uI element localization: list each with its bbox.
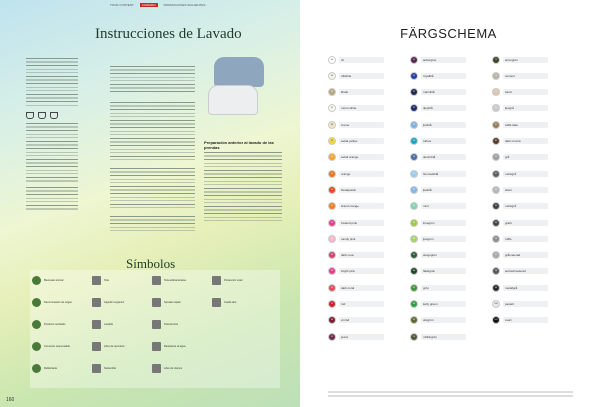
- white-sweater: [208, 85, 258, 115]
- color-dot: 19: [328, 170, 336, 178]
- symbol-label: Bienestar animal: [44, 279, 64, 282]
- color-dot: 97: [492, 251, 500, 259]
- color-name: caffè latte: [503, 122, 548, 128]
- color-name: blodapelsin: [339, 187, 384, 193]
- color-swatch: [492, 267, 548, 276]
- color-swatch: [410, 202, 466, 211]
- color-dot: 92: [492, 186, 500, 194]
- color-dot: 59: [410, 186, 418, 194]
- color-name: dark mocca: [503, 138, 548, 144]
- color-swatch: [492, 55, 548, 64]
- right-page: [300, 0, 597, 407]
- symbol-label: Protección solar: [224, 279, 243, 282]
- color-dot: 80: [492, 104, 500, 112]
- color-dot: 11: [328, 137, 336, 145]
- color-dot: 90: [492, 153, 500, 161]
- symbol-label: Denominación de origen: [44, 301, 73, 304]
- prep-text: [204, 152, 282, 222]
- color-swatch: [410, 120, 466, 129]
- text-column-1: [26, 58, 78, 238]
- color-swatch: [328, 202, 384, 211]
- symbol-label: Secado rápido: [164, 301, 181, 304]
- color-dot: 82: [492, 137, 500, 145]
- color-name: röd: [339, 301, 384, 307]
- color-name: flaskgrön: [421, 268, 466, 274]
- wash-icon: [50, 112, 58, 119]
- symbol-icon: [92, 298, 101, 307]
- color-name: djupblå: [421, 105, 466, 111]
- color-swatch: [410, 218, 466, 227]
- color-name: mörkgrå: [503, 203, 548, 209]
- symbol-icon: [152, 298, 161, 307]
- color-swatch: [492, 300, 548, 309]
- color-dot: 95: [492, 219, 500, 227]
- color-dot: 75: [492, 72, 500, 80]
- color-dot: 64: [410, 235, 418, 243]
- color-name: aubergine: [421, 57, 466, 63]
- color-name: khaki: [339, 89, 384, 95]
- color-name: sand: [503, 89, 548, 95]
- color-swatch: [492, 283, 548, 292]
- color-name: antracitmelerad: [503, 268, 548, 274]
- color-swatch: [328, 300, 384, 309]
- color-name: armégrön: [503, 57, 548, 63]
- color-swatch: [410, 251, 466, 260]
- color-swatch: [492, 104, 548, 113]
- color-name: sebal yellow: [339, 138, 384, 144]
- symbol-icon: [32, 298, 41, 307]
- color-swatch: [328, 120, 384, 129]
- symbol-icon: [32, 342, 41, 351]
- symbol-icon: [32, 320, 41, 329]
- symbol-label: Libre de químicos: [104, 345, 125, 348]
- color-swatch: [492, 153, 548, 162]
- color-name: vinröd: [339, 317, 384, 323]
- color-name: ljusblå: [421, 187, 466, 193]
- color-dot: 98: [492, 267, 500, 275]
- color-swatch: [410, 55, 466, 64]
- color-swatch: [492, 169, 548, 178]
- color-dot: 54: [410, 121, 418, 129]
- color-name: mint: [421, 203, 466, 209]
- symbol-icon: [212, 276, 221, 285]
- symbol-label: Algodón orgánico: [104, 301, 125, 304]
- color-name: svart: [503, 317, 548, 323]
- color-swatch: [492, 251, 548, 260]
- color-name: orange: [339, 171, 384, 177]
- color-name: silver: [503, 187, 548, 193]
- color-dot: 30: [328, 251, 336, 259]
- color-name: dark coral: [339, 285, 384, 291]
- symbol-icon: [32, 276, 41, 285]
- topbar-item[interactable]: TOUR CONTENT: [110, 3, 134, 7]
- color-dot: 96: [492, 235, 500, 243]
- color-dot: 26: [328, 235, 336, 243]
- color-name: grå: [503, 154, 548, 160]
- color-dot: 69: [410, 316, 418, 324]
- color-swatch: [410, 283, 466, 292]
- color-swatch: [410, 104, 466, 113]
- color-swatch: [410, 332, 466, 341]
- color-swatch: [328, 169, 384, 178]
- color-swatch: [328, 71, 384, 80]
- color-name: skogsgrön: [421, 252, 466, 258]
- color-swatch: [328, 218, 384, 227]
- color-name: cement: [503, 73, 548, 79]
- wash-icon: [38, 112, 46, 119]
- color-dot: 68: [410, 300, 418, 308]
- topbar: [110, 3, 205, 7]
- color-swatch: [410, 234, 466, 243]
- symbol-icon: [152, 364, 161, 373]
- color-dot: 51: [410, 72, 418, 80]
- color-swatch: [492, 137, 548, 146]
- color-swatch: [492, 316, 548, 325]
- color-swatch: [492, 120, 548, 129]
- color-swatch: [492, 234, 548, 243]
- symbol-label: Cuello alto: [224, 301, 237, 304]
- color-name: ljusgrön: [421, 236, 466, 242]
- color-dot: 52: [410, 88, 418, 96]
- color-name: ljusgrå: [503, 105, 548, 111]
- color-dot: 22: [328, 202, 336, 210]
- wash-icon: [26, 112, 34, 119]
- color-swatch: [328, 55, 384, 64]
- color-name: denimblå: [421, 154, 466, 160]
- color-name: kelly green: [421, 301, 466, 307]
- color-dot: 70: [410, 333, 418, 341]
- symbol-icon: [152, 276, 161, 285]
- symbol-label: Reflectante: [44, 367, 58, 370]
- color-name: olivgrön: [421, 317, 466, 323]
- color-dot: 36: [328, 316, 336, 324]
- color-name: pastell: [503, 301, 548, 307]
- color-dot: 67: [410, 284, 418, 292]
- color-swatch: [328, 316, 384, 325]
- page-number: 160: [6, 397, 15, 403]
- color-dot: 94: [492, 202, 500, 210]
- symbol-label: Tela térmica: [164, 323, 178, 326]
- color-name: vit: [339, 57, 384, 63]
- laundry-icons: [26, 112, 78, 119]
- color-name: grafit: [503, 220, 548, 226]
- color-swatch: [492, 202, 548, 211]
- color-dot: 05: [328, 72, 336, 80]
- color-swatch: [492, 71, 548, 80]
- color-name: brand orange: [339, 203, 384, 209]
- color-dot: 56: [410, 153, 418, 161]
- symbol-label: Comercio responsable: [44, 345, 70, 348]
- symbol-label: Tela antibacteriana: [164, 279, 186, 282]
- color-swatch: [328, 251, 384, 260]
- color-swatch: [492, 88, 548, 97]
- color-dot: 16: [328, 153, 336, 161]
- color-name: creme: [339, 122, 384, 128]
- color-dot: 100: [492, 300, 500, 308]
- color-dot: 02: [328, 88, 336, 96]
- footnote: [328, 391, 573, 397]
- color-name: metallgrå: [503, 285, 548, 291]
- color-swatch: [492, 185, 548, 194]
- topbar-item-active[interactable]: CUIDADO: [141, 3, 156, 7]
- color-name: mörkgrå: [503, 171, 548, 177]
- color-dot: 91: [492, 170, 500, 178]
- symbol-icon: [92, 276, 101, 285]
- color-swatch: [328, 88, 384, 97]
- color-dot: 57: [410, 170, 418, 178]
- color-name: marinblå: [421, 89, 466, 95]
- color-name: turkos: [421, 138, 466, 144]
- symbol-icon: [92, 320, 101, 329]
- color-swatch: [410, 185, 466, 194]
- prep-heading: Preparación anterior al lavado de las prendas: [204, 140, 274, 150]
- symbol-label: Sostenible: [104, 367, 117, 370]
- color-name: bright pink: [339, 268, 384, 274]
- color-swatch: [492, 218, 548, 227]
- symbol-icon: [92, 342, 101, 351]
- topbar-item[interactable]: PROMOCIONES SIGUIENTES: [163, 3, 206, 7]
- color-swatch: [328, 185, 384, 194]
- color-name: grön: [421, 285, 466, 291]
- color-name: ruffle: [503, 236, 548, 242]
- color-dot: 41: [410, 56, 418, 64]
- color-dot: 76: [492, 88, 500, 96]
- color-dot: 71: [492, 56, 500, 64]
- color-dot: 53: [410, 104, 418, 112]
- symbol-icon: [92, 364, 101, 373]
- symbol-label: Producto reciclado: [44, 323, 66, 326]
- color-name: militärgrön: [421, 334, 466, 340]
- color-name: dark rosa: [339, 252, 384, 258]
- color-dot: 08: [328, 121, 336, 129]
- symbol-icon: [32, 364, 41, 373]
- color-swatch: [328, 137, 384, 146]
- symbol-icon: [152, 342, 161, 351]
- color-swatch: [410, 267, 466, 276]
- color-swatch: [410, 300, 466, 309]
- color-name: himmelsblå: [421, 171, 466, 177]
- symbol-label: Lavable: [104, 323, 114, 326]
- color-swatch: [410, 137, 466, 146]
- color-dot: 00: [328, 56, 336, 64]
- color-dot: 60: [410, 202, 418, 210]
- color-name: gråmelerad: [503, 252, 548, 258]
- color-dot: 07: [328, 104, 336, 112]
- color-dot: 66: [410, 267, 418, 275]
- color-swatch: [328, 267, 384, 276]
- color-name: candy pink: [339, 236, 384, 242]
- color-swatch: [410, 88, 466, 97]
- color-dot: 81: [492, 121, 500, 129]
- color-name: sebal orange: [339, 154, 384, 160]
- color-name: limegrön: [421, 220, 466, 226]
- symbol-label: Libre de tóxicos: [164, 367, 183, 370]
- sweaters-image: [206, 57, 268, 125]
- color-swatch: [410, 71, 466, 80]
- blue-sweater: [214, 57, 264, 87]
- color-dot: 34: [328, 284, 336, 292]
- color-dot: 35: [328, 300, 336, 308]
- color-swatch: [328, 153, 384, 162]
- symbol-icon: [212, 298, 221, 307]
- color-name: mono white: [339, 105, 384, 111]
- color-dot: 37: [328, 333, 336, 341]
- symbol-icon: [152, 320, 161, 329]
- color-chart-title: FÄRGSCHEMA: [400, 26, 497, 41]
- color-dot: 65: [410, 251, 418, 259]
- color-dot: 32: [328, 267, 336, 275]
- color-swatch: [410, 316, 466, 325]
- symbol-label: Tela: [104, 279, 109, 282]
- color-dot: 20: [328, 186, 336, 194]
- color-name: royalblå: [421, 73, 466, 79]
- color-dot: 99: [492, 284, 500, 292]
- color-swatch: [328, 234, 384, 243]
- color-swatch: [328, 332, 384, 341]
- color-name: jeans: [339, 334, 384, 340]
- color-name: offwhite: [339, 73, 384, 79]
- color-dot: 101: [492, 316, 500, 324]
- color-name: ljusblå: [421, 122, 466, 128]
- color-name: fuxiand pink: [339, 220, 384, 226]
- symbols-heading: Símbolos: [126, 256, 176, 271]
- color-swatch: [410, 153, 466, 162]
- color-swatch: [328, 283, 384, 292]
- symbols-panel: [30, 270, 280, 388]
- text-column-2: [110, 66, 195, 246]
- color-dot: 62: [410, 219, 418, 227]
- page-title: Instrucciones de Lavado: [95, 26, 242, 42]
- color-swatch: [328, 104, 384, 113]
- symbol-label: Resistente al agua: [164, 345, 186, 348]
- color-dot: 55: [410, 137, 418, 145]
- color-swatch: [410, 169, 466, 178]
- color-dot: 24: [328, 219, 336, 227]
